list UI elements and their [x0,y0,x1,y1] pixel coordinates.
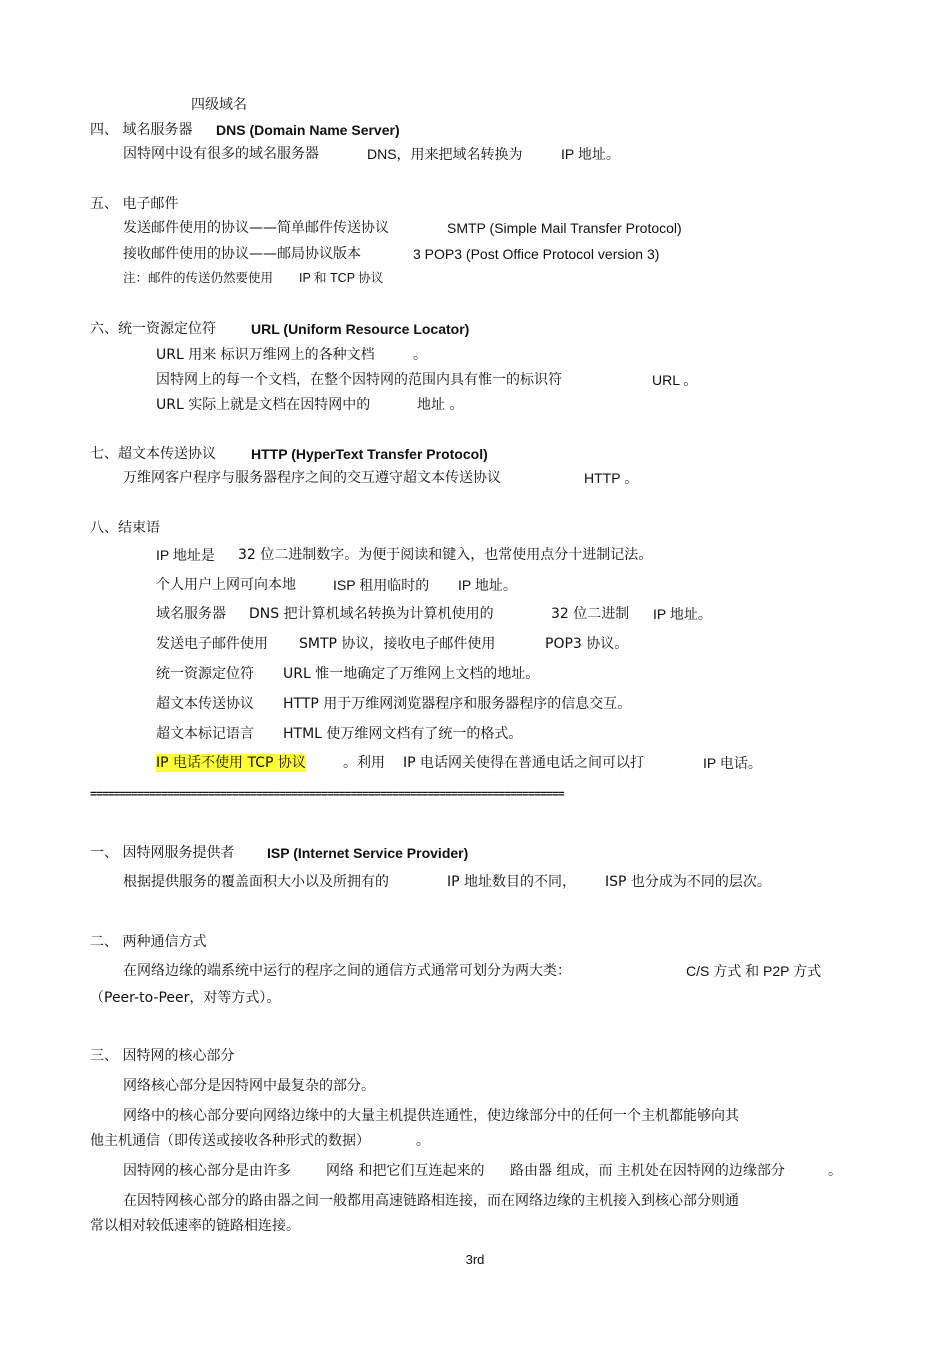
section-heading: 四、 域名服务器 DNS (Domain Name Server) [90,122,400,138]
separator-line: ================================================================================ [90,787,564,800]
text-line: 因特网中设有很多的域名服务器 DNS，用来把域名转换为 IP 地址。 [123,146,620,162]
text-line: 四级域名 [191,97,247,113]
section-heading: 七、超文本传送协议 HTTP (HyperText Transfer Protocol) [90,446,488,462]
summary-line: 个人用户上网可向本地 ISP 租用临时的 IP 地址。 [156,577,517,593]
text-line: （Peer-to-Peer，对等方式）。 [90,990,281,1006]
section-heading: 三、 因特网的核心部分 [90,1048,235,1064]
summary-line: 超文本标记语言 HTML 使万维网文档有了统一的格式。 [156,726,523,742]
summary-line: IP 地址是 32 位二进制数字。为便于阅读和键入，也常使用点分十进制记法。 [156,547,653,563]
summary-line: 发送电子邮件使用 SMTP 协议，接收电子邮件使用 POP3 协议。 [156,636,629,652]
text-line: 因特网的核心部分是由许多 网络 和把它们互连起来的 路由器 组成，而 主机处在因特网的边缘部分 。 [123,1163,842,1179]
text-line: 万维网客户程序与服务器程序之间的交互遵守超文本传送协议 HTTP 。 [123,470,639,486]
text-line: URL 用来 标识万维网上的各种文档 。 [156,347,427,363]
text-line: 因特网上的每一个文档，在整个因特网的范围内具有惟一的标识符 URL 。 [156,372,698,388]
text-line: 在因特网核心部分的路由器之间一般都用高速链路相连接，而在网络边缘的主机接入到核心部分则通 [123,1193,739,1209]
text-line: 网络核心部分是因特网中最复杂的部分。 [123,1078,375,1094]
text-line: 发送邮件使用的协议——简单邮件传送协议 SMTP (Simple Mail Transfer Protocol) [123,220,682,236]
text-line: 常以相对较低速率的链路相连接。 [90,1218,300,1234]
section-heading: 一、 因特网服务提供者 ISP (Internet Service Provider) [90,845,469,861]
summary-line: 域名服务器 DNS 把计算机域名转换为计算机使用的 32 位二进制 IP 地址。 [156,606,712,622]
section-heading: 六、统一资源定位符 URL (Uniform Resource Locator) [90,321,470,337]
text-line: 在网络边缘的端系统中运行的程序之间的通信方式通常可划分为两大类： C/S 方式 和 P2P 方式 [123,963,822,979]
page-footer: 3rd [465,1252,485,1267]
text-line: URL 实际上就是文档在因特网中的 地址 。 [156,397,464,413]
text-line: 根据提供服务的覆盖面积大小以及所拥有的 IP 地址数目的不同， ISP 也分成为不同的层次。 [123,874,771,890]
section-heading: 五、 电子邮件 [90,196,179,212]
text-line: 他主机通信（即传送或接收各种形式的数据） 。 [90,1133,430,1149]
summary-line: IP 电话不使用 TCP 协议 。利用 IP 电话网关使得在普通电话之间可以打 IP 电话。 [156,755,762,771]
section-heading: 八、结束语 [90,520,160,536]
highlighted-text: IP 电话不使用 TCP 协议 [156,755,306,771]
note-line: 注：邮件的传送仍然要使用 IP 和 TCP 协议 [123,270,384,285]
section-heading: 二、 两种通信方式 [90,934,207,950]
summary-line: 超文本传送协议 HTTP 用于万维网浏览器程序和服务器程序的信息交互。 [156,696,632,712]
text-line: 网络中的核心部分要向网络边缘中的大量主机提供连通性，使边缘部分中的任何一个主机都能够向其 [123,1108,739,1124]
text-line: 接收邮件使用的协议——邮局协议版本 3 POP3 (Post Office Protocol version 3) [123,246,660,262]
summary-line: 统一资源定位符 URL 惟一地确定了万维网上文档的地址。 [156,666,540,682]
